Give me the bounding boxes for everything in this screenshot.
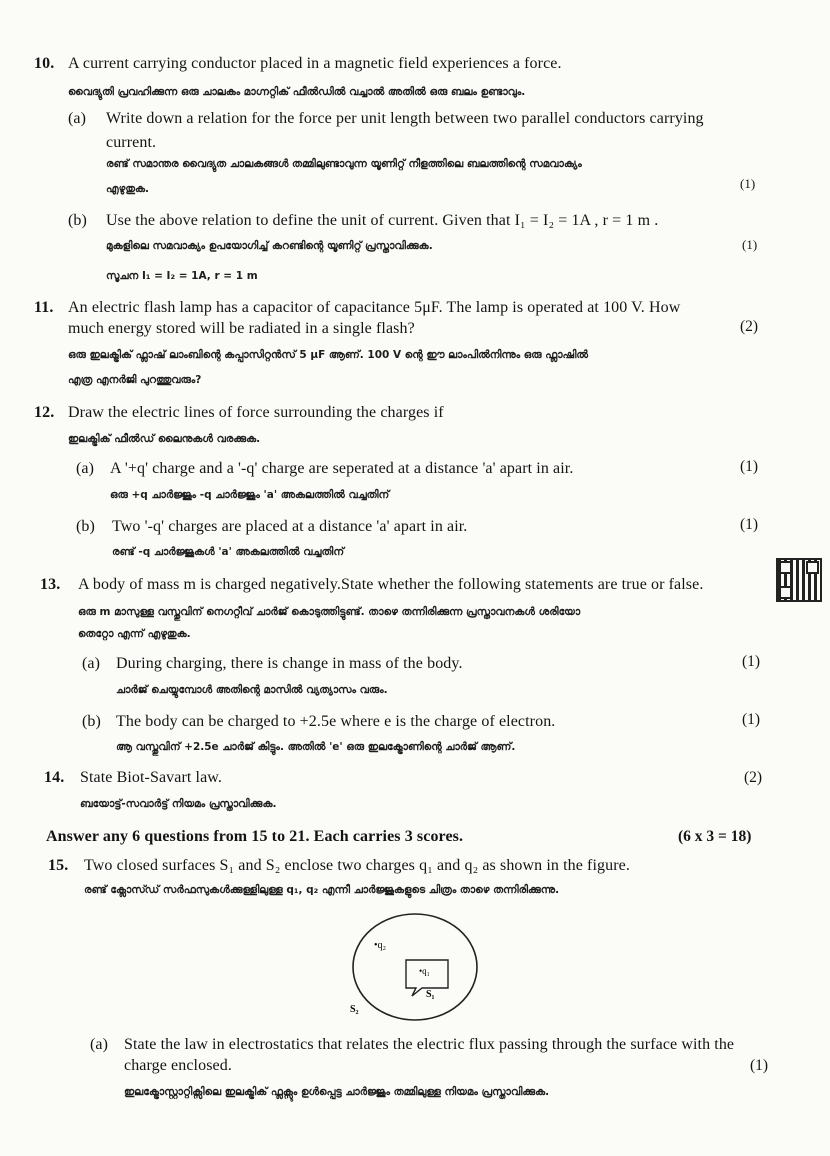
q15a-malayalam: ഇലക്ട്രോസ്റ്റാറ്റിക്സിലെ ഇലക്ട്രിക് ഫ്ലക്സും ഉൾപ്പെട്ട ചാർജ്ജും തമ്മിലുള്ള നിയമം പ്രസ്താവിക്കുക. xyxy=(124,1086,550,1098)
q15a-label: (a) xyxy=(90,1036,109,1053)
surface-s1-label: S₁ xyxy=(426,989,435,1000)
surface-s2-outline xyxy=(353,914,477,1020)
q15a-text-line2: charge enclosed. xyxy=(124,1057,232,1074)
q12b-label: (b) xyxy=(76,518,95,535)
q14-malayalam: ബയോട്ട്-സവാർട്ട് നിയമം പ്രസ്താവിക്കുക. xyxy=(80,798,277,810)
q12-malayalam: ഇലക്ട്രിക് ഫീൽഡ് ലൈനുകൾ വരക്കുക. xyxy=(68,433,261,445)
q10b-text: Use the above relation to define the unit of current. Given that I₁ = I₂ = 1A , r = 1 m . xyxy=(106,212,659,229)
q13-number: 13. xyxy=(40,576,61,593)
q14-marks: (2) xyxy=(744,769,763,786)
q13a-marks: (1) xyxy=(742,653,761,670)
q13a-label: (a) xyxy=(82,655,101,672)
charge-q2-label: •q₂ xyxy=(374,940,386,951)
q11-malayalam-line2: എത്ര എനർജി പുറത്തുവരും? xyxy=(68,374,202,386)
q12b-text: Two '-q' charges are placed at a distance 'a' apart in air. xyxy=(112,518,468,535)
q11-text-line2: much energy stored will be radiated in a single flash? xyxy=(68,320,415,337)
q10-text: A current carrying conductor placed in a magnetic field experiences a force. xyxy=(68,55,562,72)
q12b-marks: (1) xyxy=(740,516,759,533)
q10a-text-line2: current. xyxy=(106,134,157,151)
q15-text: Two closed surfaces S₁ and S₂ enclose two charges q₁ and q₂ as shown in the figure. xyxy=(84,857,630,874)
q15a-marks: (1) xyxy=(750,1057,769,1074)
section-instruction: Answer any 6 questions from 15 to 21. Each carries 3 scores. xyxy=(46,828,464,845)
q13-text: A body of mass m is charged negatively.State whether the following statements are true or false. xyxy=(78,576,704,593)
q12-number: 12. xyxy=(34,404,55,421)
q12a-text: A '+q' charge and a '-q' charge are seperated at a distance 'a' apart in air. xyxy=(110,460,574,477)
q11-malayalam-line1: ഒരു ഇലക്ട്രിക് ഫ്ലാഷ് ലാംബിന്റെ കപ്പാസിറ്റൻസ് 5 μF ആണ്. 100 V ന്റെ ഈ ലാംപിൽനിന്നും ഒരു ഫ്ലാഷിൽ xyxy=(68,349,589,361)
q12a-label: (a) xyxy=(76,460,95,477)
q15a-text-line1: State the law in electrostatics that relates the electric flux passing through the surface with the xyxy=(124,1036,735,1053)
surface-s2-label: S₂ xyxy=(350,1004,359,1015)
q13a-text: During charging, there is change in mass of the body. xyxy=(116,655,463,672)
q13a-malayalam: ചാർജ് ചെയ്യുമ്പോൾ അതിന്റെ മാസിൽ വ്യത്യാസം വരും. xyxy=(116,684,388,696)
qr-code xyxy=(776,558,822,602)
q13b-marks: (1) xyxy=(742,711,761,728)
q15-number: 15. xyxy=(48,857,69,874)
q10a-malayalam-line1: രണ്ട് സമാന്തര വൈദ്യുത ചാലകങ്ങൾ തമ്മിലുണ്ടാവുന്ന യൂണിറ്റ് നീളത്തിലെ ബലത്തിന്റെ സമവാക്യം xyxy=(106,158,582,170)
q12b-malayalam: രണ്ട് -q ചാർജ്ജുകൾ 'a' അകലത്തിൽ വച്ചതിന് xyxy=(112,546,345,558)
q12-text: Draw the electric lines of force surrounding the charges if xyxy=(68,404,444,421)
q13b-label: (b) xyxy=(82,713,101,730)
q13b-text: The body can be charged to +2.5e where e is the charge of electron. xyxy=(116,713,556,730)
q12a-marks: (1) xyxy=(740,458,759,475)
q13b-malayalam: ആ വസ്തുവിന് +2.5e ചാർജ് കിട്ടും. അതിൽ 'e' ഒരു ഇലക്ട്രോണിന്റെ ചാർജ് ആണ്. xyxy=(116,741,516,753)
q10a-text-line1: Write down a relation for the force per unit length between two parallel conductors carrying xyxy=(106,110,704,127)
q10-malayalam: വൈദ്യുതി പ്രവഹിക്കുന്ന ഒരു ചാലകം മാഗ്നറ്റിക് ഫീൽഡിൽ വച്ചാൽ അതിൽ ഒരു ബലം ഉണ്ടാവും. xyxy=(68,86,526,98)
q10a-marks: (1) xyxy=(740,176,756,191)
q14-text: State Biot-Savart law. xyxy=(80,769,223,786)
q10b-malayalam: മുകളിലെ സമവാക്യം ഉപയോഗിച്ച് കറണ്ടിന്റെ യൂണിറ്റ് പ്രസ്താവിക്കുക. xyxy=(106,240,433,252)
q10-number: 10. xyxy=(34,55,55,72)
q10b-marks: (1) xyxy=(742,237,758,252)
q13-malayalam-line1: ഒരു m മാസുള്ള വസ്തുവിന് നെഗറ്റീവ് ചാർജ് കൊടുത്തിട്ടുണ്ട്. താഴെ തന്നിരിക്കുന്ന പ്രസ്താവനകൾ ശരിയോ xyxy=(78,606,581,618)
charge-q1-label: •q₁ xyxy=(419,966,430,976)
q15-figure xyxy=(340,912,490,1024)
q13-malayalam-line2: തെറ്റോ എന്ന് എഴുതുക. xyxy=(78,628,191,640)
q11-text-line1: An electric flash lamp has a capacitor of capacitance 5μF. The lamp is operated at 100 V. How xyxy=(68,299,681,316)
q11-number: 11. xyxy=(34,299,54,316)
q10b-given: സൂചന I₁ = I₂ = 1A, r = 1 m xyxy=(106,270,258,282)
q10a-malayalam-line2: എഴുതുക. xyxy=(106,183,150,195)
q10b-label: (b) xyxy=(68,212,87,229)
q10a-label: (a) xyxy=(68,110,87,127)
q14-number: 14. xyxy=(44,769,65,786)
section-marks: (6 x 3 = 18) xyxy=(678,828,752,845)
q15-malayalam: രണ്ട് ക്ലോസ്ഡ് സർഫസുകൾക്കുള്ളിലുള്ള q₁, q₂ എന്നീ ചാർജ്ജുകളുടെ ചിത്രം താഴെ തന്നിരിക്കുന്നു. xyxy=(84,884,560,896)
q11-marks: (2) xyxy=(740,318,759,335)
q12a-malayalam: ഒരു +q ചാർജ്ജും -q ചാർജ്ജും 'a' അകലത്തിൽ വച്ചതിന് xyxy=(110,489,390,501)
